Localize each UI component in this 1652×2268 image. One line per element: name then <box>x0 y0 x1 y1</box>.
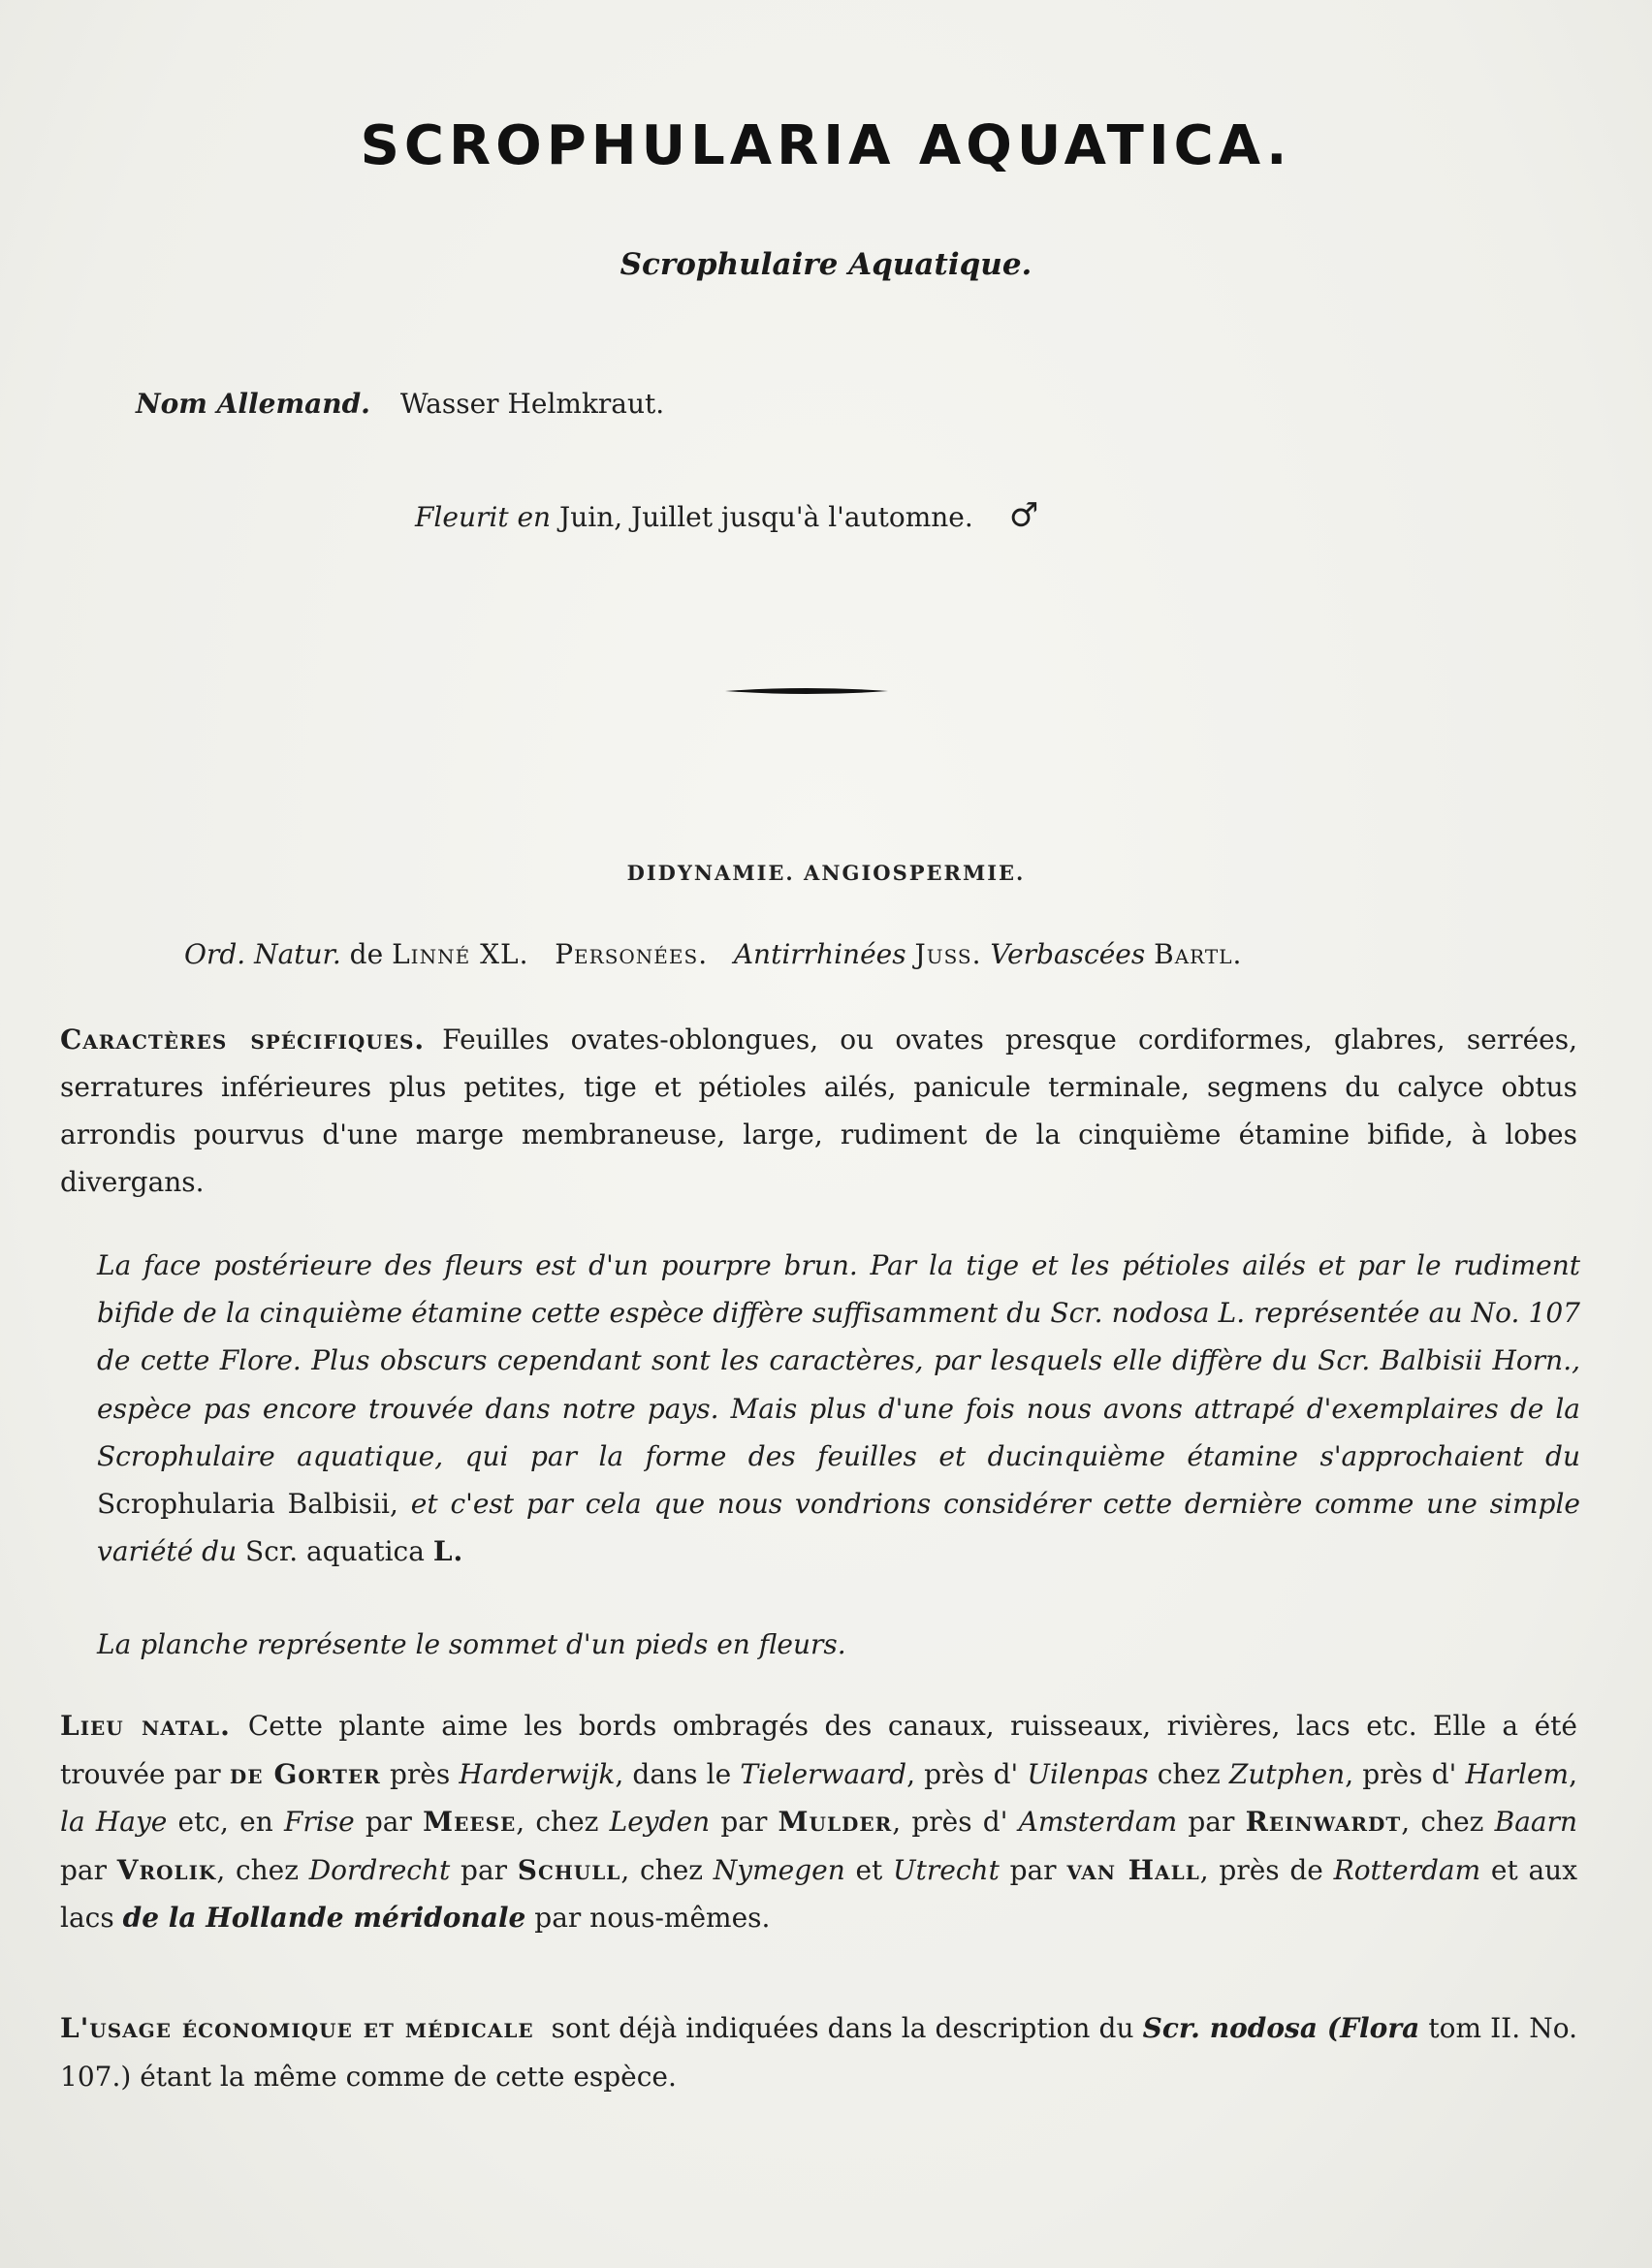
french-name: Scrophulaire Aquatique. <box>620 247 1032 282</box>
german-name-line <box>136 388 664 420</box>
habitat-text: par <box>365 1806 412 1838</box>
habitat-text: , près de <box>1199 1853 1323 1886</box>
place-name: de la Hollande méridonale <box>122 1902 526 1934</box>
habitat-text: par <box>720 1806 768 1838</box>
place-name: Harlem <box>1465 1757 1570 1790</box>
flowering-line <box>415 496 1038 535</box>
place-name: Baarn <box>1494 1806 1578 1838</box>
habitat-text: Cette plante aime les bords ombragés des canaux, ruisseaux, rivières, lacs etc. Elle a été trouvée par <box>60 1710 1577 1790</box>
personees: Personées. <box>555 938 709 970</box>
place-name: Leyden <box>609 1806 711 1838</box>
antirrhinees: Antirrhinées <box>733 938 906 970</box>
usage-text: sont déjà indiquées dans la description du <box>551 2012 1134 2044</box>
page-title: SCROPHULARIA AQUATICA. <box>360 114 1292 177</box>
flora-reference: Scr. nodosa (Flora <box>1142 2012 1420 2044</box>
usage-label: L'usage économique et médicale <box>60 2012 534 2044</box>
place-name: Zutphen <box>1228 1757 1346 1790</box>
habitat-text: , chez <box>1401 1806 1484 1838</box>
habitat-text: , près d' <box>906 1757 1019 1790</box>
collector-name: Mulder <box>778 1806 893 1838</box>
flowering-prefix: Fleurit en <box>415 501 552 533</box>
habitat-text: etc, en <box>177 1806 273 1838</box>
natural-order-line <box>184 938 1242 970</box>
flowering-text: Juin, Juillet jusqu'à l'automne. <box>559 501 973 533</box>
juss: Juss. <box>914 938 982 970</box>
ornamental-rule <box>725 686 888 696</box>
place-name: Amsterdam <box>1018 1806 1178 1838</box>
collector-name: van Hall <box>1066 1853 1200 1886</box>
ord-natur-label: Ord. Natur. <box>184 938 341 970</box>
habitat-label: Lieu natal. <box>60 1710 231 1742</box>
habitat-text: , <box>1569 1757 1577 1790</box>
species-balbisii: Scrophularia Balbisii, <box>97 1488 398 1521</box>
plate-note: La planche représente le sommet d'un pieds en fleurs. <box>97 1628 846 1660</box>
usage-paragraph <box>60 2004 1577 2101</box>
verbascees: Verbascées <box>990 938 1146 970</box>
place-name: Utrecht <box>893 1853 1000 1886</box>
bartl: Bartl. <box>1154 938 1243 970</box>
habitat-text: par <box>461 1853 508 1886</box>
habitat-text: , près d' <box>892 1806 1008 1838</box>
linnaean-class: DIDYNAMIE. ANGIOSPERMIE. <box>626 861 1026 885</box>
description-part1: La face postérieure des fleurs est d'un pourpre brun. Par la tige et les pétioles ailés et par le rudiment bifide de la cinquième étamine cette espèce diffère suffisamment du Scr. nodosa L. représentée au No. 107 de cette Flore. Plus obscurs cependant sont les caractères, par lesquels elle diffère du Scr. Balbisii Horn., espèce pas encore trouvée dans notre pays. Mais plus d'une fois nous avons attrapé d'exemplaires de la Scrophulaire aquatique, qui par la forme des feuilles et ducinquième étamine s'approchaient du <box>97 1249 1580 1472</box>
usage-text: tom II. No. 107.) <box>60 2012 1578 2093</box>
collector-name: Schull <box>517 1853 621 1886</box>
specific-characters-label: Caractères spécifiques. <box>60 1024 426 1055</box>
habitat-text: , chez <box>516 1806 599 1838</box>
collector-name: Meese <box>423 1806 517 1838</box>
habitat-text: , dans le <box>615 1757 732 1790</box>
habitat-text: par <box>1009 1853 1057 1886</box>
description-paragraph <box>97 1242 1580 1575</box>
habitat-text: par nous-mêmes. <box>534 1902 771 1934</box>
place-name: la Haye <box>60 1806 168 1838</box>
collector-name: de Gorter <box>229 1757 381 1790</box>
habitat-paragraph <box>60 1702 1577 1942</box>
place-name: Rotterdam <box>1333 1853 1481 1886</box>
place-name: Nymegen <box>713 1853 845 1886</box>
specific-characters-text: Feuilles ovates-oblongues, ou ovates presque cordiformes, glabres, serrées, serratures inférieures plus petites, tige et pétioles ailés, panicule terminale, segmens du calyce obtus arrondis pourvus d'une marge membraneuse, large, rudiment de la cinquième étamine bifide, à lobes divergans. <box>60 1024 1577 1198</box>
species-aquatica: Scr. aquatica <box>245 1535 425 1568</box>
place-name: Tielerwaard <box>740 1757 907 1790</box>
place-name: Harderwijk <box>459 1757 616 1790</box>
habitat-text: , chez <box>216 1853 299 1886</box>
habitat-text: chez <box>1157 1757 1221 1790</box>
german-name-label: Nom Allemand. <box>136 388 370 420</box>
place-name: Uilenpas <box>1027 1757 1149 1790</box>
habitat-text: par <box>60 1853 108 1886</box>
collector-name: Reinwardt <box>1245 1806 1402 1838</box>
habitat-text: , près d' <box>1345 1757 1457 1790</box>
male-symbol-icon: ♂ <box>1008 496 1039 535</box>
habitat-text: et <box>855 1853 883 1886</box>
species-author: L. <box>432 1535 464 1568</box>
description-part2: et c'est par cela que nous vondrions considérer cette dernière comme une simple variété du <box>97 1488 1580 1568</box>
place-name: Frise <box>283 1806 355 1838</box>
habitat-text: près <box>389 1757 451 1790</box>
habitat-text: et aux lacs <box>60 1853 1577 1934</box>
collector-name: Vrolik <box>116 1853 217 1886</box>
german-name-value: Wasser Helmkraut. <box>399 388 665 420</box>
place-name: Dordrecht <box>308 1853 451 1886</box>
habitat-text: par <box>1188 1806 1235 1838</box>
usage-text: étant la même comme de cette espèce. <box>140 2061 677 2093</box>
habitat-text: , chez <box>620 1853 704 1886</box>
specific-characters <box>60 1016 1577 1206</box>
linne-ref: Linné XL. <box>392 938 529 970</box>
ord-de: de <box>349 938 384 970</box>
